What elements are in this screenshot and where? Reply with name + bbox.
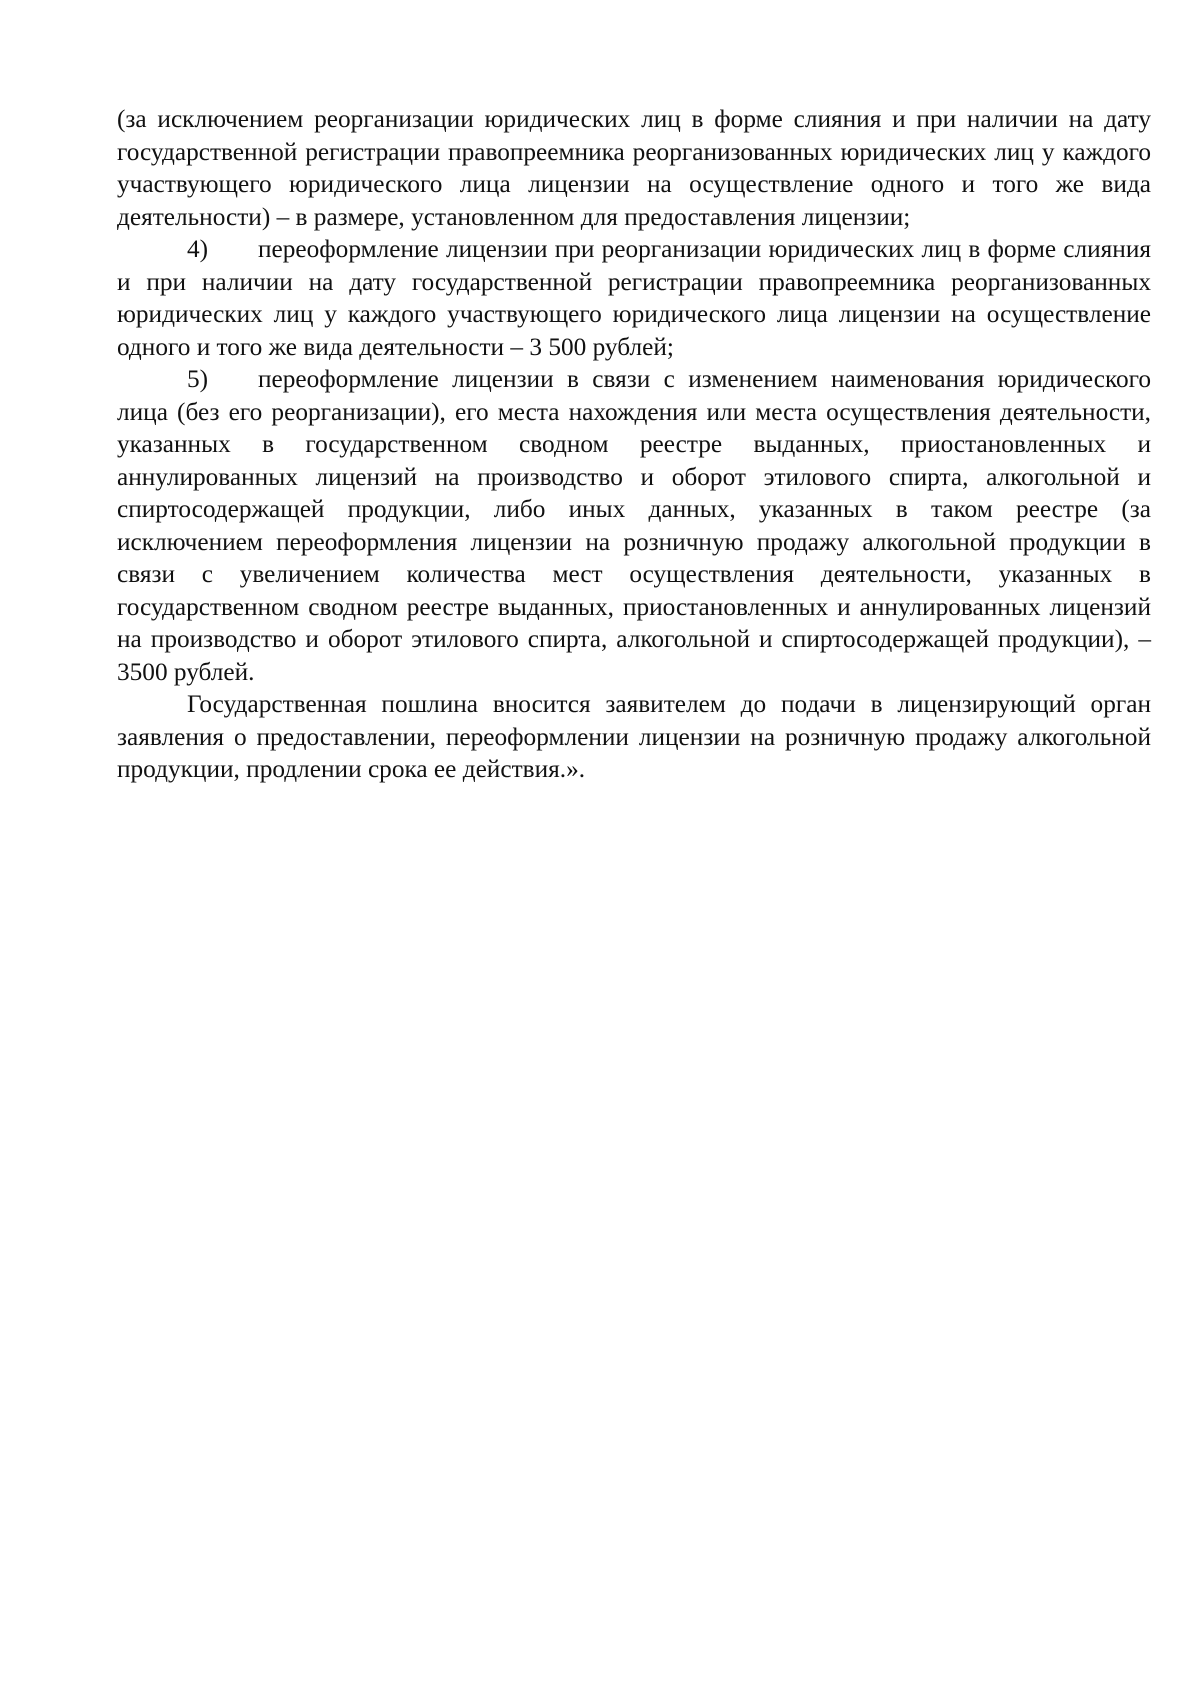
paragraph-item-5 (117, 363, 1151, 688)
paragraph-item-4 (117, 233, 1151, 363)
paragraph-text: переоформление лицензии при реорганизации юридических лиц в форме слияния и при наличии на дату государственной регистрации правопреемника реорганизованных юридических лиц у каждого участвующего юридического лица лицензии на осуществление одного и того же вида деятельности – 3 500 рублей; (117, 235, 1151, 361)
paragraph-closing (117, 688, 1151, 786)
paragraph-continuation (117, 103, 1151, 233)
paragraph-text: Государственная пошлина вносится заявителем до подачи в лицензирующий орган заявления о предоставлении, переоформлении лицензии на розничную продажу алкогольной продукции, продлении срока ее действия.». (117, 690, 1151, 783)
paragraph-text: переоформление лицензии в связи с изменением наименования юридического лица (без его реорганизации), его места нахождения или места осуществления деятельности, указанных в государственном сводном реестре выданных, приостановленных и аннулированных лицензий на производство и оборот этилового спирта, алкогольной и спиртосодержащей продукции, либо иных данных, указанных в таком реестре (за исключением переоформления лицензии на розничную продажу алкогольной продукции в связи с увеличением количества мест осуществления деятельности, указанных в государственном сводном реестре выданных, приостановленных и аннулированных лицензий на производство и оборот этилового спирта, алкогольной и спиртосодержащей продукции), – 3500 рублей. (117, 365, 1151, 686)
item-number: 4) (187, 235, 209, 263)
paragraph-text: (за исключением реорганизации юридических лиц в форме слияния и при наличии на дату государственной регистрации правопреемника реорганизованных юридических лиц у каждого участвующего юридического лица лицензии на осуществление одного и того же вида деятельности) – в размере, установленном для предоставления лицензии; (117, 105, 1151, 231)
document-body (117, 103, 1151, 786)
item-number: 5) (187, 365, 209, 393)
